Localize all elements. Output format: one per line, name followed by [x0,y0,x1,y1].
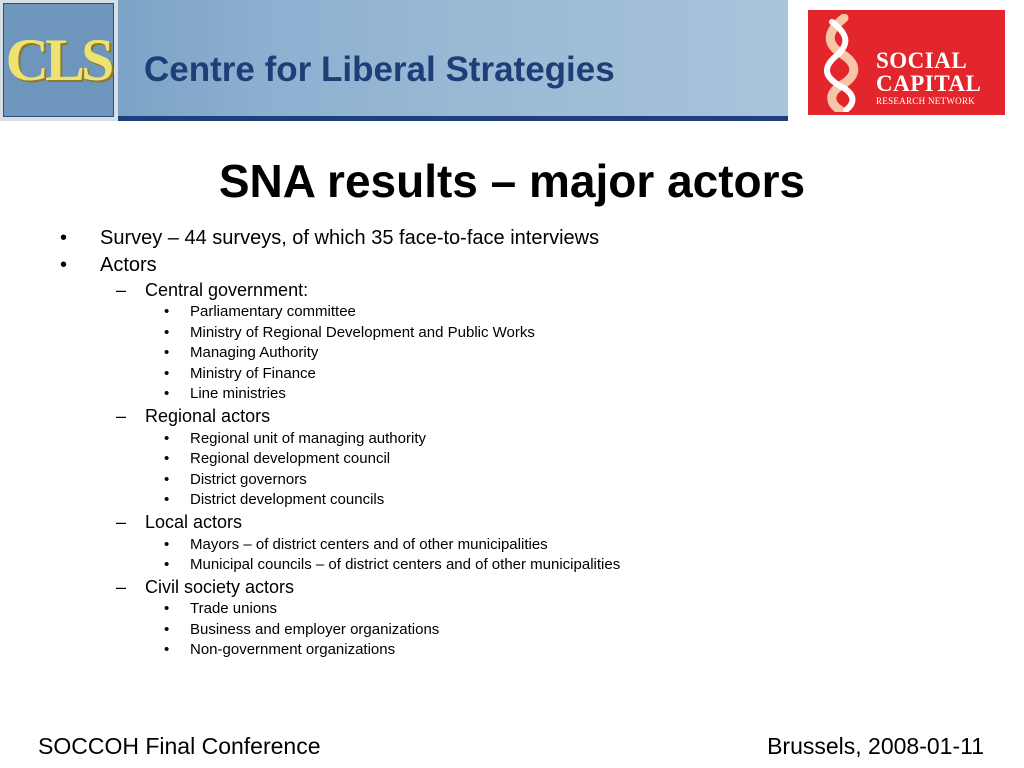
sub-bullet-marker: • [164,491,170,508]
logo-subtitle: RESEARCH NETWORK [876,96,976,106]
bullet-survey: Survey – 44 surveys, of which 35 face-to-face interviews [100,227,600,249]
list-item: Mayors – of district centers and of other municipalities [190,536,548,553]
logo-word-capital: CAPITAL [876,71,982,96]
group-marker: – [116,577,127,597]
sub-bullet-marker: • [164,471,170,488]
social-capital-logo [808,10,1005,115]
group-civil-society-actors: Civil society actors [145,577,295,597]
list-item: Business and employer organizations [190,621,440,638]
logo-word-social: SOCIAL [876,48,968,73]
list-item: Non-government organizations [190,641,396,658]
sub-bullet-marker: • [164,303,170,320]
sub-bullet-marker: • [164,344,170,361]
sub-bullet-marker: • [164,324,170,341]
group-marker: – [116,406,127,426]
logo-frame [0,0,118,121]
sub-bullet-marker: • [164,430,170,447]
banner-divider [118,116,788,121]
sub-bullet-marker: • [164,556,170,573]
sub-bullet-marker: • [164,621,170,638]
bullet-marker: • [60,227,68,249]
list-item: Line ministries [190,385,286,402]
list-item: Ministry of Regional Development and Public Works [190,324,535,341]
footer-date-location: Brussels, 2008-01-11 [767,733,984,759]
group-local-actors: Local actors [145,512,243,532]
sub-bullet-marker: • [164,641,170,658]
organization-name: Centre for Liberal Strategies [144,50,615,89]
list-item: Regional unit of managing authority [190,430,426,447]
group-marker: – [116,512,127,532]
list-item: Municipal councils – of district centers and of other municipalities [190,556,621,573]
cls-logo-initials: CLS [5,26,111,93]
list-item: Regional development council [190,450,391,467]
list-item: Ministry of Finance [190,365,316,382]
list-item: Parliamentary committee [190,303,356,320]
helix-icon [814,14,870,112]
group-marker: – [116,280,127,300]
sub-bullet-marker: • [164,365,170,382]
list-item: District governors [190,471,307,488]
sub-bullet-marker: • [164,536,170,553]
list-item: Trade unions [190,600,277,617]
list-item: Managing Authority [190,344,319,361]
group-regional-actors: Regional actors [145,406,271,426]
bullet-actors: Actors [100,254,157,276]
header-banner [0,0,788,121]
footer-conference: SOCCOH Final Conference [38,733,321,759]
slide-title: SNA results – major actors [218,155,806,207]
sub-bullet-marker: • [164,600,170,617]
list-item: District development councils [190,491,385,508]
sub-bullet-marker: • [164,450,170,467]
sub-bullet-marker: • [164,385,170,402]
bullet-marker: • [60,254,68,276]
group-central-government: Central government: [145,280,309,300]
